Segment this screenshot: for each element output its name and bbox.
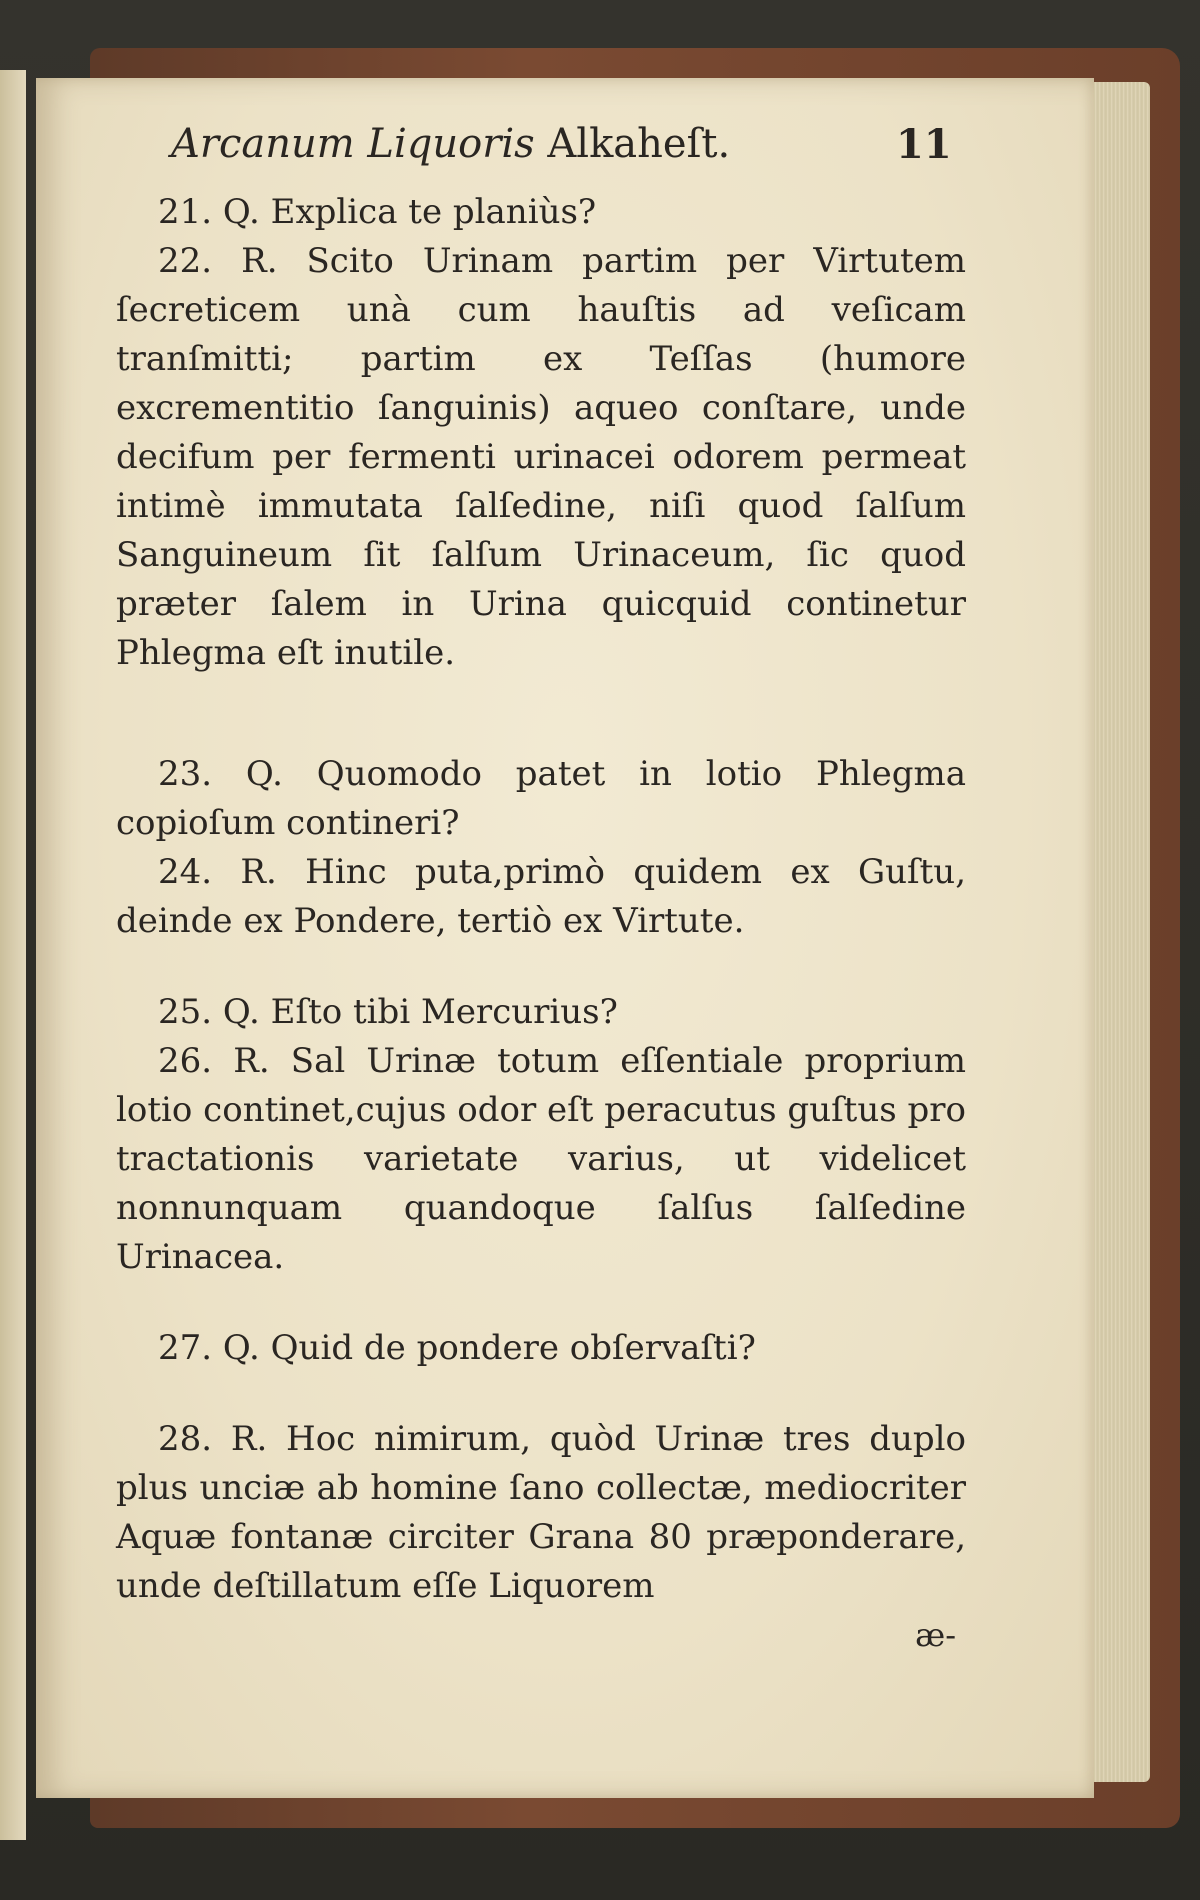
paragraph-21: 21. Q. Explica te planiùs? — [158, 192, 597, 232]
catchword: æ- — [915, 1616, 956, 1654]
spacer — [116, 678, 966, 750]
running-head-roman: Alkaheſt. — [547, 121, 731, 167]
paragraph-27: 27. Q. Quid de pondere obſervaſti? — [158, 1328, 756, 1368]
spacer — [116, 946, 966, 988]
paragraph-26: 26. R. Sal Urinæ totum eſſentiale proprium lotio continet,cujus odor eſt peracutus guſtus pro tractationis varietate varius, ut videlicet nonnunquam quandoque ſalſus ſalſedine Urinacea. — [116, 1041, 966, 1277]
paragraph-25: 25. Q. Eſto tibi Mercurius? — [158, 992, 618, 1032]
paragraph-24: 24. R. Hinc puta,primò quidem ex Guſtu, deinde ex Pondere, tertiò ex Virtute. — [116, 852, 966, 941]
spacer — [116, 1373, 966, 1415]
spacer — [116, 1282, 966, 1324]
running-head — [171, 120, 730, 169]
page-header — [116, 120, 966, 182]
paragraph-28: 28. R. Hoc nimirum, quòd Urinæ tres duplo plus unciæ ab homine ſano collectæ, mediocriter Aquæ fontanæ circiter Grana 80 præponderare, unde deſtillatum eſſe Liquorem — [116, 1419, 966, 1606]
running-head-italic: Arcanum Liquoris — [171, 121, 535, 167]
facing-page-edge — [0, 70, 26, 1840]
paragraph-22: 22. R. Scito Urinam partim per Virtutem ſecreticem unà cum hauſtis ad veſicam tranſmitti; partim ex Teſſas (humore excrementitio ſanguinis) aqueo conſtare, unde decifum per fermenti urinacei odorem permeat intimè immutata ſalſedine, niſi quod ſalſum Sanguineum ſit ſalſum Urinaceum, ſic quod præter ſalem in Urina quicquid continetur Phlegma eſt inutile. — [116, 241, 966, 673]
text-block — [116, 120, 966, 1660]
page-number: 11 — [896, 121, 952, 168]
paragraph-23: 23. Q. Quomodo patet in lotio Phlegma copioſum contineri? — [116, 754, 966, 843]
book-page — [36, 78, 1094, 1798]
